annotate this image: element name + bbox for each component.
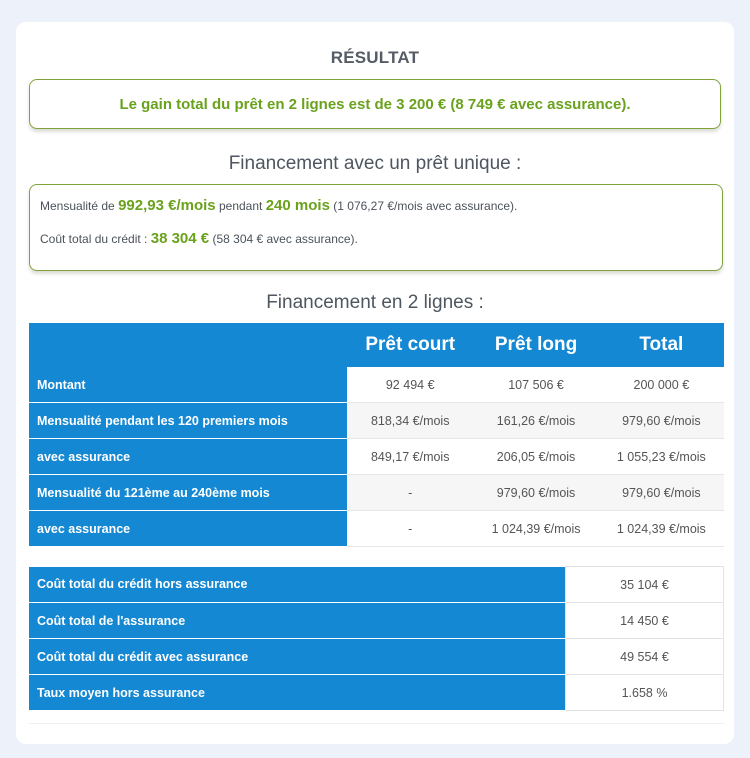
monthly-amount: 992,93 €/mois bbox=[118, 197, 216, 214]
gain-message: Le gain total du prêt en 2 lignes est de 3 200 € (8 749 € avec assurance). bbox=[119, 95, 631, 113]
monthly-middle: pendant bbox=[218, 199, 263, 213]
cell-total: 979,60 €/mois bbox=[599, 475, 724, 511]
row-label: Montant bbox=[29, 367, 347, 403]
total-cost-amount: 38 304 € bbox=[150, 230, 210, 247]
row-label: Mensualité pendant les 120 premiers mois bbox=[29, 403, 347, 439]
table-header-row bbox=[29, 323, 724, 367]
cell-total: 1 024,39 €/mois bbox=[599, 511, 724, 547]
summary-value: 14 450 € bbox=[566, 603, 724, 639]
summary-row bbox=[29, 639, 724, 675]
table-row bbox=[29, 403, 724, 439]
row-label: avec assurance bbox=[29, 439, 347, 475]
header-total: Total bbox=[599, 323, 724, 367]
total-cost-with-insurance: (58 304 € avec assurance). bbox=[212, 232, 358, 246]
cell-total: 979,60 €/mois bbox=[599, 403, 724, 439]
cell-pret-long: 206,05 €/mois bbox=[473, 439, 598, 475]
header-pret-court: Prêt court bbox=[347, 323, 473, 367]
summary-label: Taux moyen hors assurance bbox=[29, 675, 566, 711]
result-card bbox=[16, 22, 734, 744]
two-lines-table bbox=[29, 323, 724, 547]
cell-pret-long: 107 506 € bbox=[473, 367, 598, 403]
monthly-with-insurance: (1 076,27 €/mois avec assurance). bbox=[333, 199, 518, 213]
summary-value: 49 554 € bbox=[566, 639, 724, 675]
monthly-prefix: Mensualité de bbox=[40, 199, 115, 213]
result-title: RÉSULTAT bbox=[330, 48, 420, 67]
single-loan-heading: Financement avec un prêt unique : bbox=[228, 153, 522, 174]
bottom-divider bbox=[29, 723, 724, 724]
summary-row bbox=[29, 603, 724, 639]
summary-row bbox=[29, 675, 724, 711]
cell-pret-court: 818,34 €/mois bbox=[347, 403, 473, 439]
summary-value: 35 104 € bbox=[566, 567, 724, 603]
row-label: Mensualité du 121ème au 240ème mois bbox=[29, 475, 347, 511]
cell-pret-long: 979,60 €/mois bbox=[473, 475, 598, 511]
summary-value: 1.658 % bbox=[566, 675, 724, 711]
row-label: avec assurance bbox=[29, 511, 347, 547]
total-cost-prefix: Coût total du crédit : bbox=[40, 232, 148, 246]
summary-row bbox=[29, 567, 724, 603]
summary-label: Coût total de l'assurance bbox=[29, 603, 566, 639]
table-row bbox=[29, 475, 724, 511]
cell-pret-court: 92 494 € bbox=[347, 367, 473, 403]
cell-pret-court: 849,17 €/mois bbox=[347, 439, 473, 475]
cell-pret-court: - bbox=[347, 511, 473, 547]
loan-duration: 240 mois bbox=[265, 197, 330, 214]
cell-pret-long: 161,26 €/mois bbox=[473, 403, 598, 439]
summary-table bbox=[29, 566, 724, 711]
cell-pret-long: 1 024,39 €/mois bbox=[473, 511, 598, 547]
single-loan-monthly-line bbox=[40, 197, 517, 214]
single-loan-total-line bbox=[40, 230, 358, 247]
two-lines-heading: Financement en 2 lignes : bbox=[266, 292, 484, 313]
cell-pret-court: - bbox=[347, 475, 473, 511]
single-loan-box bbox=[29, 184, 723, 271]
table-row bbox=[29, 511, 724, 547]
header-pret-long: Prêt long bbox=[473, 323, 598, 367]
header-empty-cell bbox=[29, 323, 347, 367]
table-row bbox=[29, 439, 724, 475]
summary-label: Coût total du crédit hors assurance bbox=[29, 567, 566, 603]
cell-total: 200 000 € bbox=[599, 367, 724, 403]
cell-total: 1 055,23 €/mois bbox=[599, 439, 724, 475]
gain-summary-box bbox=[29, 79, 721, 129]
table-row bbox=[29, 367, 724, 403]
summary-label: Coût total du crédit avec assurance bbox=[29, 639, 566, 675]
